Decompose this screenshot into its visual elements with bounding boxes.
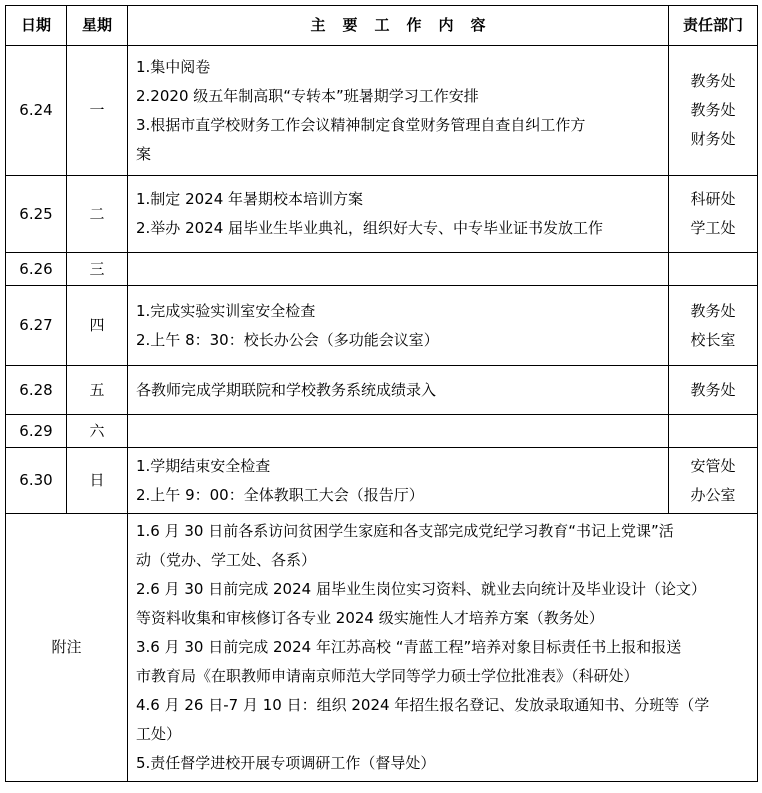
appendix-note-line: 2.6 月 30 日前完成 2024 届毕业生岗位实习资料、就业去向统计及毕业设计（论文） xyxy=(136,580,706,598)
weekday-cell: 二 xyxy=(67,176,128,253)
work-content-cell xyxy=(128,448,669,514)
weekday-cell: 三 xyxy=(67,253,128,286)
work-item: 1.完成实验实训室安全检查 xyxy=(136,301,316,320)
dept-cell xyxy=(669,253,758,286)
appendix-note-line: 市教育局《在职教师申请南京师范大学同等学力硕士学位批准表》（科研处） xyxy=(136,667,639,685)
weekday-cell: 六 xyxy=(67,415,128,448)
date-cell: 6.28 xyxy=(6,366,67,415)
appendix-note-line: 3.6 月 30 日前完成 2024 年江苏高校 “青蓝工程”培养对象目标责任书上报和报送 xyxy=(136,638,682,656)
work-content-cell xyxy=(128,366,669,415)
header-date: 日期 xyxy=(6,6,67,46)
dept-item: 教务处 xyxy=(690,380,736,399)
work-content-cell xyxy=(128,415,669,448)
schedule-row xyxy=(6,366,758,415)
dept-item: 学工处 xyxy=(690,219,736,237)
date-cell: 6.30 xyxy=(6,448,67,514)
appendix-note-line: 5.责任督学进校开展专项调研工作（督导处） xyxy=(136,754,436,772)
work-item: 1.学期结束安全检查 xyxy=(136,456,271,475)
weekday-cell: 一 xyxy=(67,46,128,176)
weekday-cell: 五 xyxy=(67,366,128,415)
dept-item: 校长室 xyxy=(690,330,736,349)
header-row xyxy=(6,6,758,46)
schedule-row xyxy=(6,46,758,176)
dept-item: 办公室 xyxy=(690,485,736,504)
work-content-cell xyxy=(128,286,669,366)
appendix-note-line: 工处） xyxy=(136,725,182,743)
work-item: 案 xyxy=(136,144,152,163)
dept-cell xyxy=(669,286,758,366)
weekday-cell: 四 xyxy=(67,286,128,366)
dept-cell xyxy=(669,176,758,253)
date-cell: 6.27 xyxy=(6,286,67,366)
header-content-label: 主要工作内容 xyxy=(310,16,503,34)
appendix-note-line: 4.6 月 26 日-7 月 10 日：组织 2024 年招生报名登记、发放录取通知书、分班等（学 xyxy=(136,696,710,714)
header-dept: 责任部门 xyxy=(669,6,758,46)
schedule-row xyxy=(6,448,758,514)
date-cell: 6.26 xyxy=(6,253,67,286)
date-cell: 6.24 xyxy=(6,46,67,176)
dept-cell xyxy=(669,46,758,176)
work-item: 1.制定 2024 年暑期校本培训方案 xyxy=(136,190,364,208)
dept-item: 教务处 xyxy=(690,301,736,320)
work-content-cell xyxy=(128,176,669,253)
work-item: 3.根据市直学校财务工作会议精神制定食堂财务管理自查自纠工作方 xyxy=(136,115,586,134)
appendix-row xyxy=(6,514,758,782)
dept-item: 教务处 xyxy=(690,101,736,119)
schedule-row xyxy=(6,286,758,366)
work-content-cell xyxy=(128,46,669,176)
work-item: 2.2020 级五年制高职“专转本”班暑期学习工作安排 xyxy=(136,86,479,105)
work-item: 2.上午 8：30：校长办公会（多功能会议室） xyxy=(136,330,439,349)
weekly-schedule-table xyxy=(5,5,758,782)
dept-cell xyxy=(669,366,758,415)
date-cell: 6.25 xyxy=(6,176,67,253)
work-item: 2.上午 9：00：全体教职工大会（报告厅） xyxy=(136,485,424,504)
header-weekday: 星期 xyxy=(67,6,128,46)
work-content-cell xyxy=(128,253,669,286)
appendix-label: 附注 xyxy=(6,514,128,782)
date-cell: 6.29 xyxy=(6,415,67,448)
appendix-note-line: 1.6 月 30 日前各系访问贫困学生家庭和各支部完成党纪学习教育“书记上党课”活 xyxy=(136,522,674,540)
dept-item: 教务处 xyxy=(690,72,736,90)
appendix-note-line: 动（党办、学工处、各系） xyxy=(136,551,317,569)
dept-item: 安管处 xyxy=(690,456,736,475)
work-item: 各教师完成学期联院和学校教务系统成绩录入 xyxy=(136,380,437,399)
schedule-row xyxy=(6,415,758,448)
dept-item: 财务处 xyxy=(690,130,736,148)
schedule-row xyxy=(6,253,758,286)
appendix-notes xyxy=(128,514,758,782)
weekday-cell: 日 xyxy=(67,448,128,514)
schedule-row xyxy=(6,176,758,253)
dept-item: 科研处 xyxy=(690,190,736,208)
dept-cell xyxy=(669,448,758,514)
appendix-note-line: 等资料收集和审核修订各专业 2024 级实施性人才培养方案（教务处） xyxy=(136,609,604,627)
dept-cell xyxy=(669,415,758,448)
header-content xyxy=(128,6,669,46)
work-item: 2.举办 2024 届毕业生毕业典礼，组织好大专、中专毕业证书发放工作 xyxy=(136,219,604,237)
work-item: 1.集中阅卷 xyxy=(136,57,211,76)
